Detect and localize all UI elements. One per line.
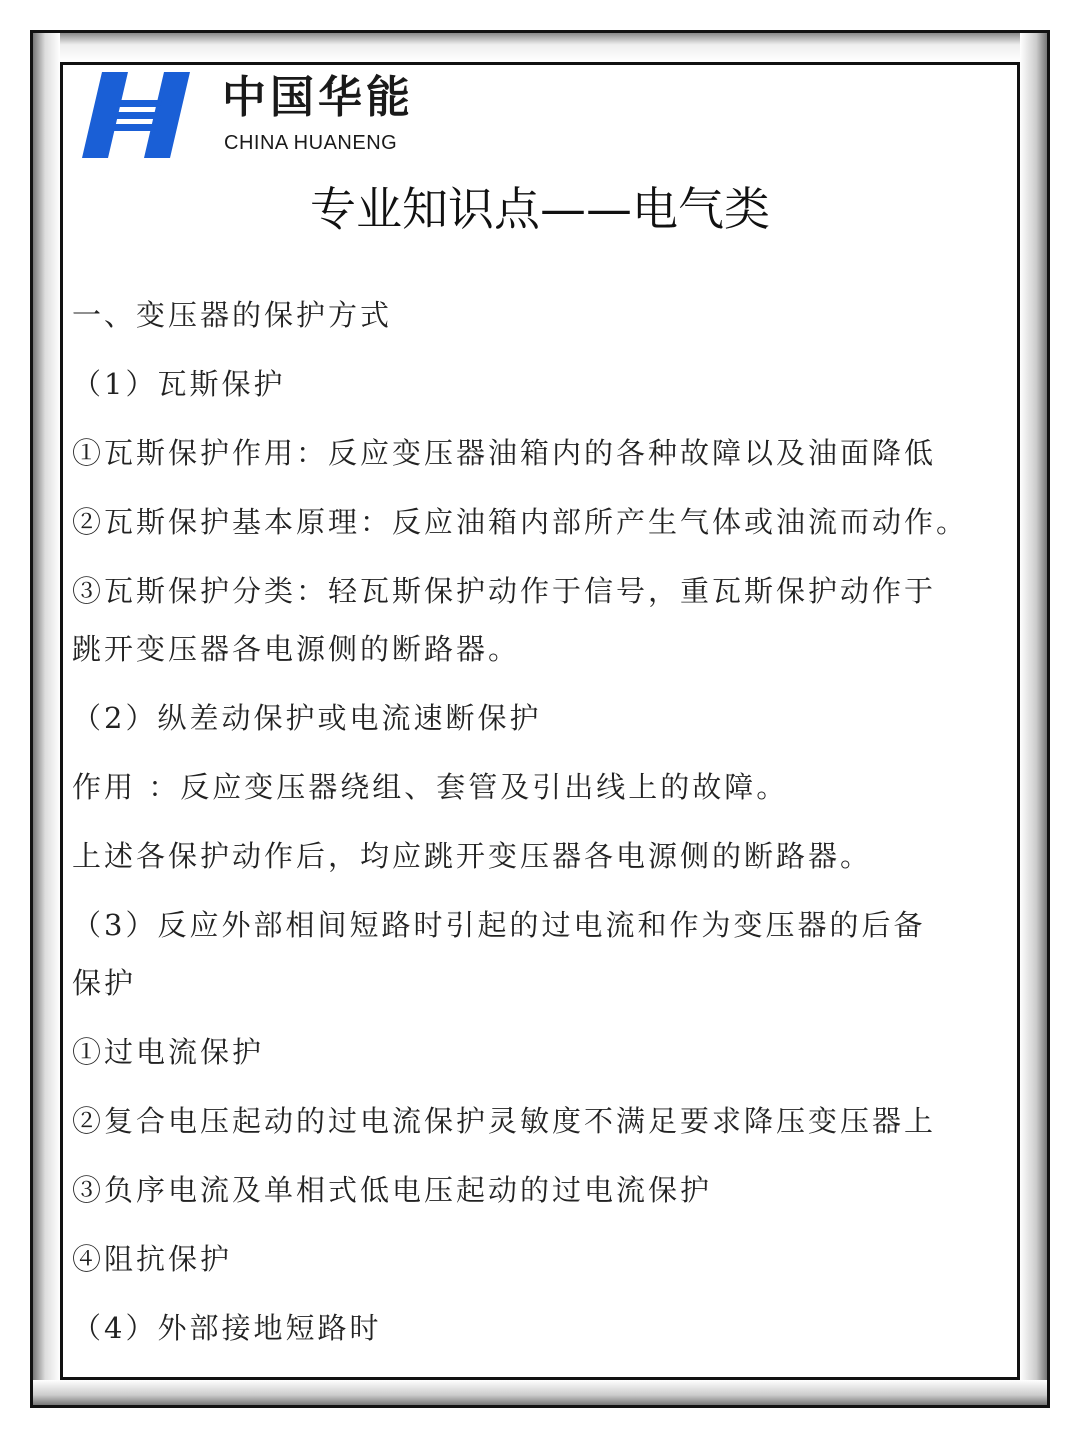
- huaneng-logo-icon: [80, 70, 190, 160]
- brand-name-en: CHINA HUANENG: [224, 132, 398, 154]
- text-line: ③瓦斯保护分类：轻瓦斯保护动作于信号，重瓦斯保护动作于: [72, 574, 937, 608]
- subsection-heading: （2）纵差动保护或电流速断保护: [72, 701, 542, 735]
- frame-bevel-top: [33, 33, 1047, 62]
- frame-bevel-bottom: [33, 1380, 1047, 1405]
- subsection-heading: 保护: [72, 966, 137, 1000]
- text-line: 上述各保护动作后，均应跳开变压器各电源侧的断路器。: [72, 839, 873, 873]
- text-line: ④阻抗保护: [72, 1242, 233, 1276]
- text-line: 跳开变压器各电源侧的断路器。: [72, 632, 521, 666]
- text-line: ②复合电压起动的过电流保护灵敏度不满足要求降压变压器上: [72, 1104, 937, 1138]
- text-line: ③负序电流及单相式低电压起动的过电流保护: [72, 1173, 713, 1207]
- subsection-heading: （1）瓦斯保护: [72, 367, 286, 401]
- text-line: ①过电流保护: [72, 1035, 265, 1069]
- brand-name-cn: 中国华能: [222, 72, 414, 123]
- document-body: [72, 286, 1012, 1368]
- page-title: 专业知识点——电气类: [310, 182, 770, 236]
- subsection-heading: （4）外部接地短路时: [72, 1311, 382, 1345]
- section-heading: 一、变压器的保护方式: [72, 298, 393, 332]
- subsection-heading: （3）反应外部相间短路时引起的过电流和作为变压器的后备: [72, 908, 926, 942]
- text-line: ②瓦斯保护基本原理：反应油箱内部所产生气体或油流而动作。: [72, 505, 969, 539]
- text-line: ①瓦斯保护作用：反应变压器油箱内的各种故障以及油面降低: [72, 436, 937, 470]
- frame-bevel-right: [1020, 33, 1047, 1405]
- text-line: 作用 ：反应变压器绕组、套管及引出线上的故障。: [72, 770, 789, 804]
- frame-bevel-left: [33, 33, 60, 1405]
